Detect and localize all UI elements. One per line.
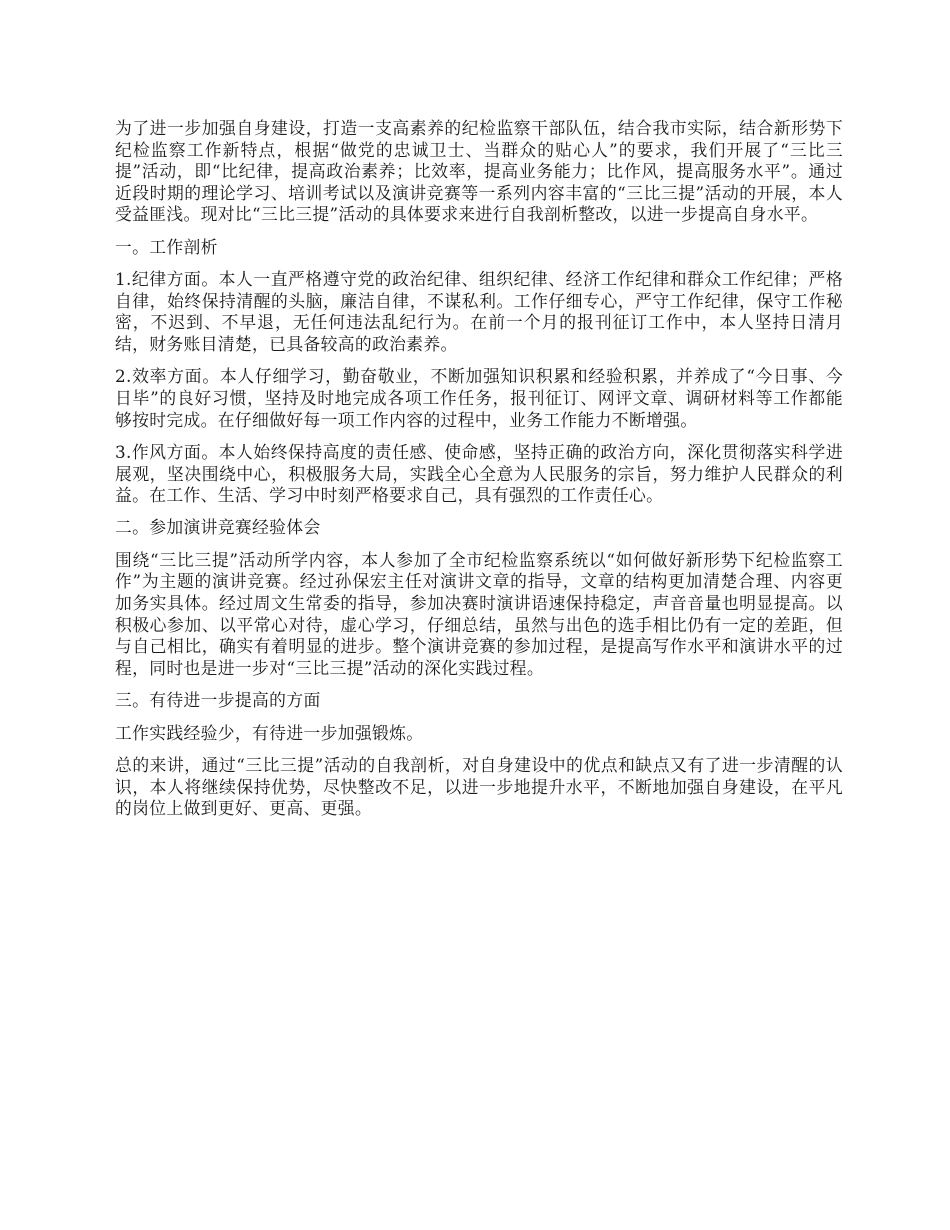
improvement-paragraph: 工作实践经验少，有待进一步加强锻炼。 [115,722,424,743]
intro-paragraph: 为了进一步加强自身建设，打造一支高素养的纪检监察干部队伍，结合我市实际，结合新形势下纪检监察工作新特点，根据“做党的忠诚卫士、当群众的贴心人”的要求，我们开展了“三比三提”活动，即“比纪律，提高政治素养；比效率，提高业务能力；比作风，提高服务水平”。通过近段时期的理论学习、培训考试以及演讲竞赛等一系列内容丰富的“三比三提”活动的开展，本人受益匪浅。现对比“三比三提”活动的具体要求来进行自我剖析整改，以进一步提高自身水平。 [115,118,843,225]
section3-heading: 三。有待进一步提高的方面 [115,690,321,711]
efficiency-paragraph: 2.效率方面。本人仔细学习，勤奋敬业，不断加强知识积累和经验积累，并养成了“今日事、今日毕”的良好习惯，坚持及时地完成各项工作任务，报刊征订、网评文章、调研材料等工作都能够按时完成。在仔细做好每一项工作内容的过程中，业务工作能力不断增强。 [115,366,843,430]
conclusion-paragraph: 总的来讲，通过“三比三提”活动的自我剖析，对自身建设中的优点和缺点又有了进一步清醒的认识，本人将继续保持优势，尽快整改不足，以进一步地提升水平，不断地加强自身建设，在平凡的岗位上做到更好、更高、更强。 [115,755,843,819]
speech-contest-paragraph: 围绕“三比三提”活动所学内容，本人参加了全市纪检监察系统以“如何做好新形势下纪检监察工作”为主题的演讲竞赛。经过孙保宏主任对演讲文章的指导，文章的结构更加清楚合理、内容更加务实具体。经过周文生常委的指导，参加决赛时演讲语速保持稳定，声音音量也明显提高。以积极心参加、以平常心对待，虚心学习，仔细总结，虽然与出色的选手相比仍有一定的差距，但与自己相比，确实有着明显的进步。整个演讲竞赛的参加过程，是提高写作水平和演讲水平的过程，同时也是进一步对“三比三提”活动的深化实践过程。 [115,549,843,678]
discipline-paragraph: 1.纪律方面。本人一直严格遵守党的政治纪律、组织纪律、经济工作纪律和群众工作纪律；严格自律，始终保持清醒的头脑，廉洁自律，不谋私利。工作仔细专心，严守工作纪律，保守工作秘密，不迟到、不早退，无任何违法乱纪行为。在前一个月的报刊征订工作中，本人坚持日清月结，财务账目清楚，已具备较高的政治素养。 [115,269,843,354]
section1-heading: 一。工作剖析 [115,236,218,257]
document-body [115,118,843,831]
section2-heading: 二。参加演讲竞赛经验体会 [115,517,321,538]
work-style-paragraph: 3.作风方面。本人始终保持高度的责任感、使命感，坚持正确的政治方向，深化贯彻落实科学进展观，坚决围绕中心，积极服务大局，实践全心全意为人民服务的宗旨，努力维护人民群众的利益。在工作、生活、学习中时刻严格要求自己，具有强烈的工作责任心。 [115,441,843,506]
